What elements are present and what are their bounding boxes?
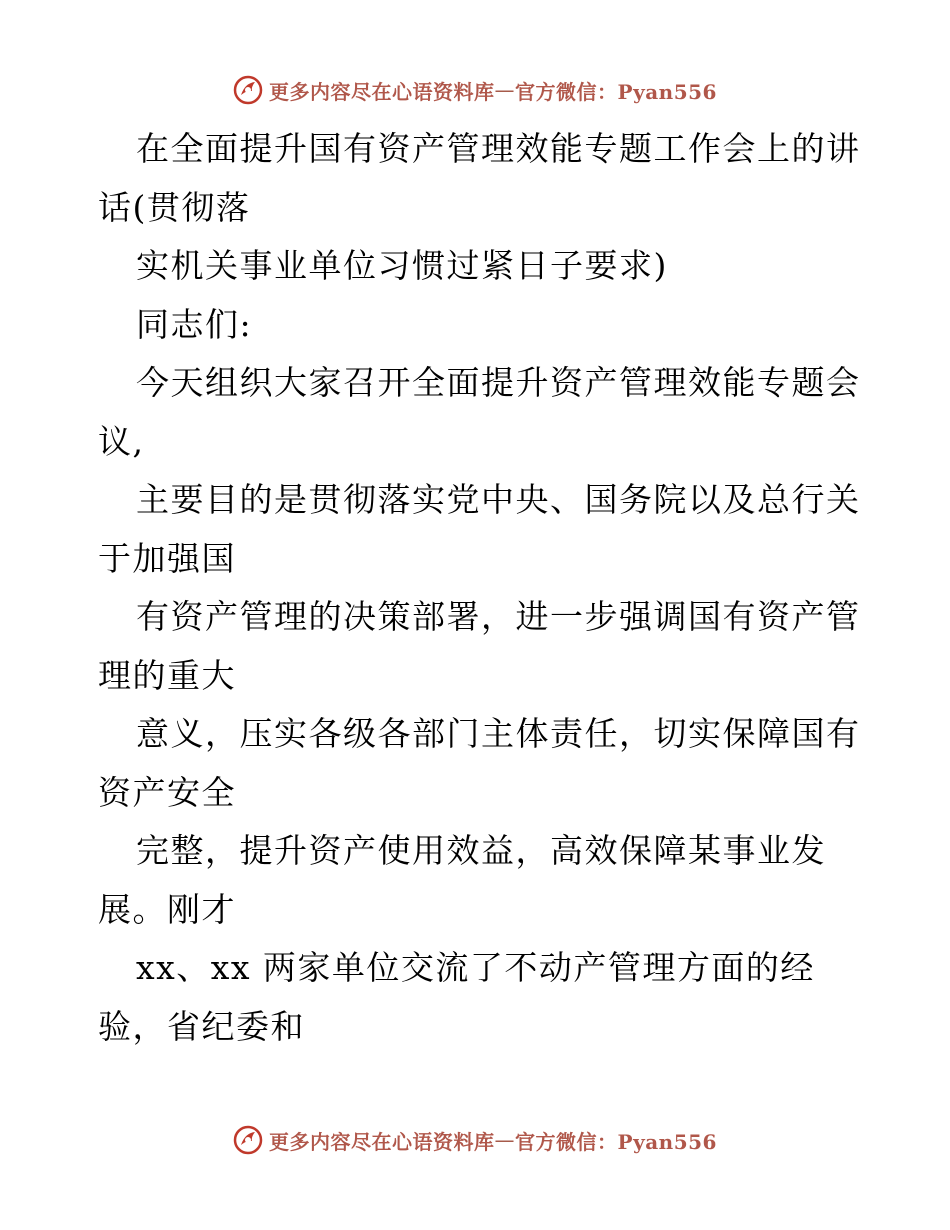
text-line: 议, — [98, 421, 145, 461]
text-line: 有资产管理的决策部署，进一步强调国有资产管 — [136, 597, 861, 636]
document-body — [98, 120, 861, 1056]
logo-icon — [233, 75, 263, 105]
text-line: 在全面提升国有资产管理效能专题工作会上的讲 — [136, 129, 861, 168]
text-line: 话(贯彻落 — [98, 187, 251, 227]
text-line: 于加强国 — [98, 538, 236, 578]
text-line: 验，省纪委和 — [98, 1006, 305, 1046]
text-line: xx、xx 两家单位交流了不动产管理方面的经 — [136, 948, 815, 987]
watermark-dash: — — [494, 1128, 516, 1152]
text-line: 意义，压实各级各部门主体责任，切实保障国有 — [136, 714, 861, 753]
watermark-title: 更多内容尽在心语资料库 — [269, 79, 495, 104]
text-line: 资产安全 — [98, 772, 236, 812]
text-line: 完整，提升资产使用效益，高效保障某事业发 — [136, 831, 826, 870]
text-line: 同志们: — [136, 304, 253, 344]
watermark-wechat: 官方微信：Pyan556 — [515, 79, 717, 104]
text-line: 理的重大 — [98, 655, 236, 695]
watermark-wechat: 官方微信：Pyan556 — [515, 1129, 717, 1154]
text-line: 展。刚才 — [98, 889, 236, 929]
watermark-dash: — — [494, 78, 516, 102]
text-line: 主要目的是贯彻落实党中央、国务院以及总行关 — [136, 480, 861, 519]
text-line: 实机关事业单位习惯过紧日子要求) — [136, 246, 668, 285]
header-watermark — [0, 72, 950, 108]
logo-icon — [233, 1125, 263, 1155]
text-line: 今天组织大家召开全面提升资产管理效能专题会 — [136, 363, 861, 402]
footer-watermark — [0, 1122, 950, 1158]
watermark-title: 更多内容尽在心语资料库 — [269, 1129, 495, 1154]
